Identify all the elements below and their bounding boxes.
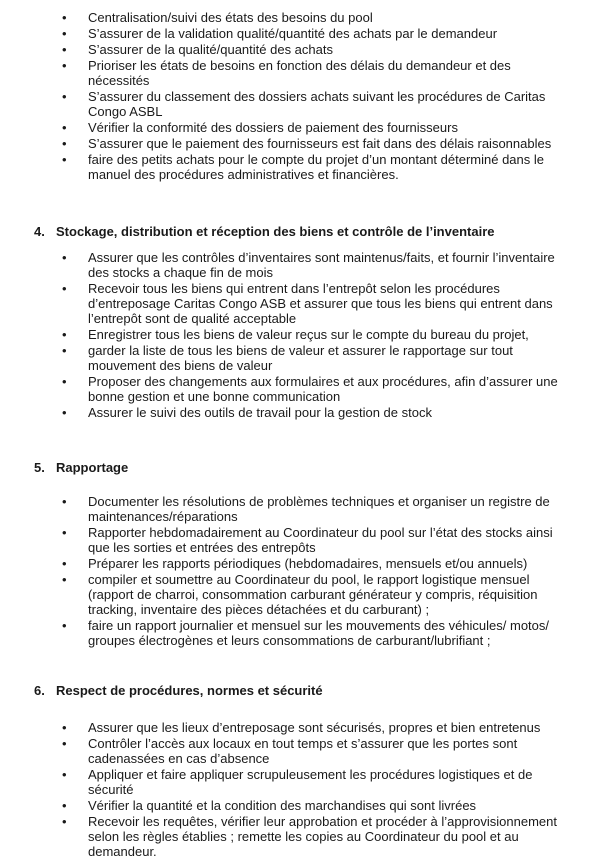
- list-item: • Appliquer et faire appliquer scrupuleusement les procédures logistiques et de sécurité: [62, 767, 533, 797]
- section-4: [0, 224, 600, 240]
- bullet-icon: •: [62, 556, 67, 571]
- section-heading: [0, 460, 600, 476]
- top-bullet-list-block: [0, 10, 600, 183]
- section-6-bullet-list: [0, 720, 600, 859]
- section-heading: [0, 224, 600, 240]
- list-item: • Documenter les résolutions de problèmes techniques et organiser un registre de maintenances/réparations: [62, 494, 550, 524]
- section-title: Rapportage: [56, 460, 129, 475]
- list-item: • Recevoir tous les biens qui entrent dans l’entrepôt selon les procédures d’entreposage Caritas Congo ASB et assurer que tous les biens qui entrent dans l’entrepôt sont de qualité acceptable: [62, 281, 553, 326]
- list-item: • Préparer les rapports périodiques (hebdomadaires, mensuels et/ou annuels): [62, 556, 528, 571]
- bullet-icon: •: [62, 572, 67, 587]
- bullet-icon: •: [62, 494, 67, 509]
- bullet-icon: •: [62, 525, 67, 540]
- list-item: • Recevoir les requêtes, vérifier leur approbation et procéder à l’approvisionnement selon les règles établies ; remette les copies au Coordinateur du pool et au demandeur.: [62, 814, 557, 859]
- bullet-icon: •: [62, 152, 67, 167]
- section-4-bullet-list: [0, 250, 600, 420]
- bullet-icon: •: [62, 10, 67, 25]
- list-item: • Prioriser les états de besoins en fonction des délais du demandeur et des nécessités: [62, 58, 511, 88]
- bullet-icon: •: [62, 89, 67, 104]
- list-item: • Proposer des changements aux formulaires et aux procédures, afin d’assurer une bonne gestion et une bonne communication: [62, 374, 558, 404]
- bullet-icon: •: [62, 343, 67, 358]
- section-6: [0, 683, 600, 699]
- bullet-icon: •: [62, 767, 67, 782]
- bullet-icon: •: [62, 136, 67, 151]
- section-heading: [0, 683, 600, 699]
- section-5: [0, 460, 600, 476]
- list-item: • Vérifier la conformité des dossiers de paiement des fournisseurs: [62, 120, 458, 135]
- section-number: 6.: [34, 683, 45, 698]
- section-4-list-block: [0, 250, 600, 421]
- bullet-icon: •: [62, 814, 67, 829]
- list-item: • Vérifier la quantité et la condition des marchandises qui sont livrées: [62, 798, 477, 813]
- list-item: • faire des petits achats pour le compte du projet d’un montant déterminé dans le manuel des procédures administratives et financières.: [62, 152, 544, 182]
- bullet-icon: •: [62, 405, 67, 420]
- list-item: • Assurer le suivi des outils de travail pour la gestion de stock: [62, 405, 432, 420]
- section-title: Stockage, distribution et réception des biens et contrôle de l’inventaire: [56, 224, 495, 239]
- section-5-bullet-list: [0, 494, 600, 648]
- list-item: • S’assurer de la validation qualité/quantité des achats par le demandeur: [62, 26, 498, 41]
- list-item: • garder la liste de tous les biens de valeur et assurer le rapportage sur tout mouvement des biens de valeur: [62, 343, 513, 373]
- bullet-icon: •: [62, 26, 67, 41]
- section-5-list-block: [0, 494, 600, 649]
- bullet-icon: •: [62, 42, 67, 57]
- bullet-icon: •: [62, 618, 67, 633]
- list-item: • faire un rapport journalier et mensuel sur les mouvements des véhicules/ motos/ groupes électrogènes et leurs consommations de carburant/lubrifiant ;: [62, 618, 549, 648]
- bullet-icon: •: [62, 327, 67, 342]
- bullet-icon: •: [62, 798, 67, 813]
- bullet-icon: •: [62, 281, 67, 296]
- list-item: • Contrôler l’accès aux locaux en tout temps et s’assurer que les portes sont cadenassées en cas d’absence: [62, 736, 518, 766]
- list-item: • S’assurer du classement des dossiers achats suivant les procédures de Caritas Congo ASBL: [62, 89, 546, 119]
- bullet-icon: •: [62, 736, 67, 751]
- list-item: • Rapporter hebdomadairement au Coordinateur du pool sur l’état des stocks ainsi que les sorties et entrées des entrepôts: [62, 525, 553, 555]
- section-number: 4.: [34, 224, 45, 239]
- list-item: • S’assurer que le paiement des fournisseurs est fait dans des délais raisonnables: [62, 136, 552, 151]
- list-item: • Assurer que les contrôles d’inventaires sont maintenus/faits, et fournir l’inventaire des stocks a chaque fin de mois: [62, 250, 555, 280]
- top-bullet-list: [0, 10, 600, 182]
- bullet-icon: •: [62, 374, 67, 389]
- bullet-icon: •: [62, 250, 67, 265]
- section-number: 5.: [34, 460, 45, 475]
- bullet-icon: •: [62, 720, 67, 735]
- bullet-icon: •: [62, 120, 67, 135]
- list-item: • Centralisation/suivi des états des besoins du pool: [62, 10, 373, 25]
- section-title: Respect de procédures, normes et sécurité: [56, 683, 323, 698]
- list-item: • S’assurer de la qualité/quantité des achats: [62, 42, 333, 57]
- section-6-list-block: [0, 720, 600, 860]
- list-item: • Assurer que les lieux d’entreposage sont sécurisés, propres et bien entretenus: [62, 720, 541, 735]
- bullet-icon: •: [62, 58, 67, 73]
- list-item: • Enregistrer tous les biens de valeur reçus sur le compte du bureau du projet,: [62, 327, 529, 342]
- list-item: • compiler et soumettre au Coordinateur du pool, le rapport logistique mensuel (rapport de charroi, consommation carburant générateur y compris, réquisition tracking, inventaire des pièces détachées et du carburant) ;: [62, 572, 538, 617]
